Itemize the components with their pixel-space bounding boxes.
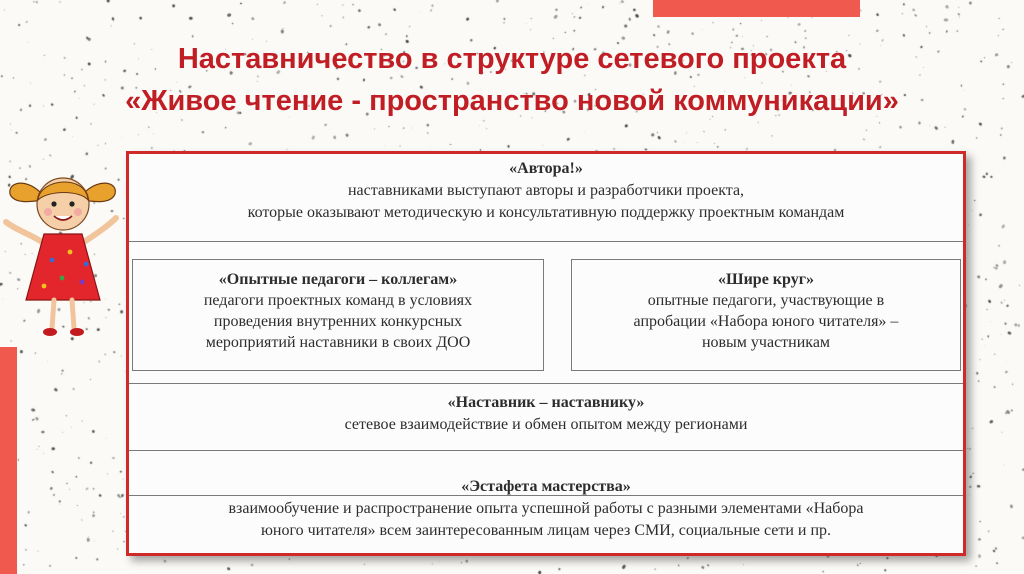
divider [129,241,963,242]
girl-illustration [0,160,125,345]
top-accent-bar [653,0,860,17]
block-relay-of-mastery-heading: «Эстафета мастерства» [461,478,631,495]
block-experienced-teachers [132,259,544,371]
block-experienced-teachers-line: педагоги проектных команд в условиях [203,292,473,309]
block-wider-circle-line: новым участникам [701,334,831,351]
block-authors-heading: «Автора!» [509,160,583,177]
block-relay-of-mastery-line: взаимообучение и распространение опыта успешной работы с разными элементами «Набора [228,500,864,517]
block-experienced-teachers-heading: «Опытные педагоги – коллегам» [218,271,458,288]
divider [129,495,963,496]
block-authors-line: которые оказывают методическую и консультативную поддержку проектным командам [247,204,845,221]
block-wider-circle-heading: «Шире круг» [718,271,814,288]
block-wider-circle [571,259,961,371]
title-line-2: «Живое чтение - пространство новой коммуникации» [125,85,899,117]
divider [129,383,963,384]
slide-title [0,38,1024,122]
block-mentor-to-mentor [130,392,962,436]
block-wider-circle-line: опытные педагоги, участвующие в [647,292,885,309]
block-authors [130,158,962,224]
block-experienced-teachers-line: мероприятий наставники в своих ДОО [205,334,471,351]
left-accent-bar [0,347,17,574]
block-relay-of-mastery [130,476,962,542]
block-experienced-teachers-line: проведения внутренних конкурсных [213,313,463,330]
divider [129,450,963,451]
block-mentor-to-mentor-line: сетевое взаимодействие и обмен опытом между регионами [344,416,748,433]
block-authors-line: наставниками выступают авторы и разработчики проекта, [347,182,745,199]
title-line-1: Наставничество в структуре сетевого проекта [177,43,847,75]
block-mentor-to-mentor-heading: «Наставник – наставнику» [447,394,645,411]
mentoring-structure-document [126,151,966,556]
block-relay-of-mastery-line: юного читателя» всем заинтересованным лицам через СМИ, социальные сети и пр. [260,522,832,539]
block-wider-circle-line: апробации «Набора юного читателя» – [633,313,899,330]
